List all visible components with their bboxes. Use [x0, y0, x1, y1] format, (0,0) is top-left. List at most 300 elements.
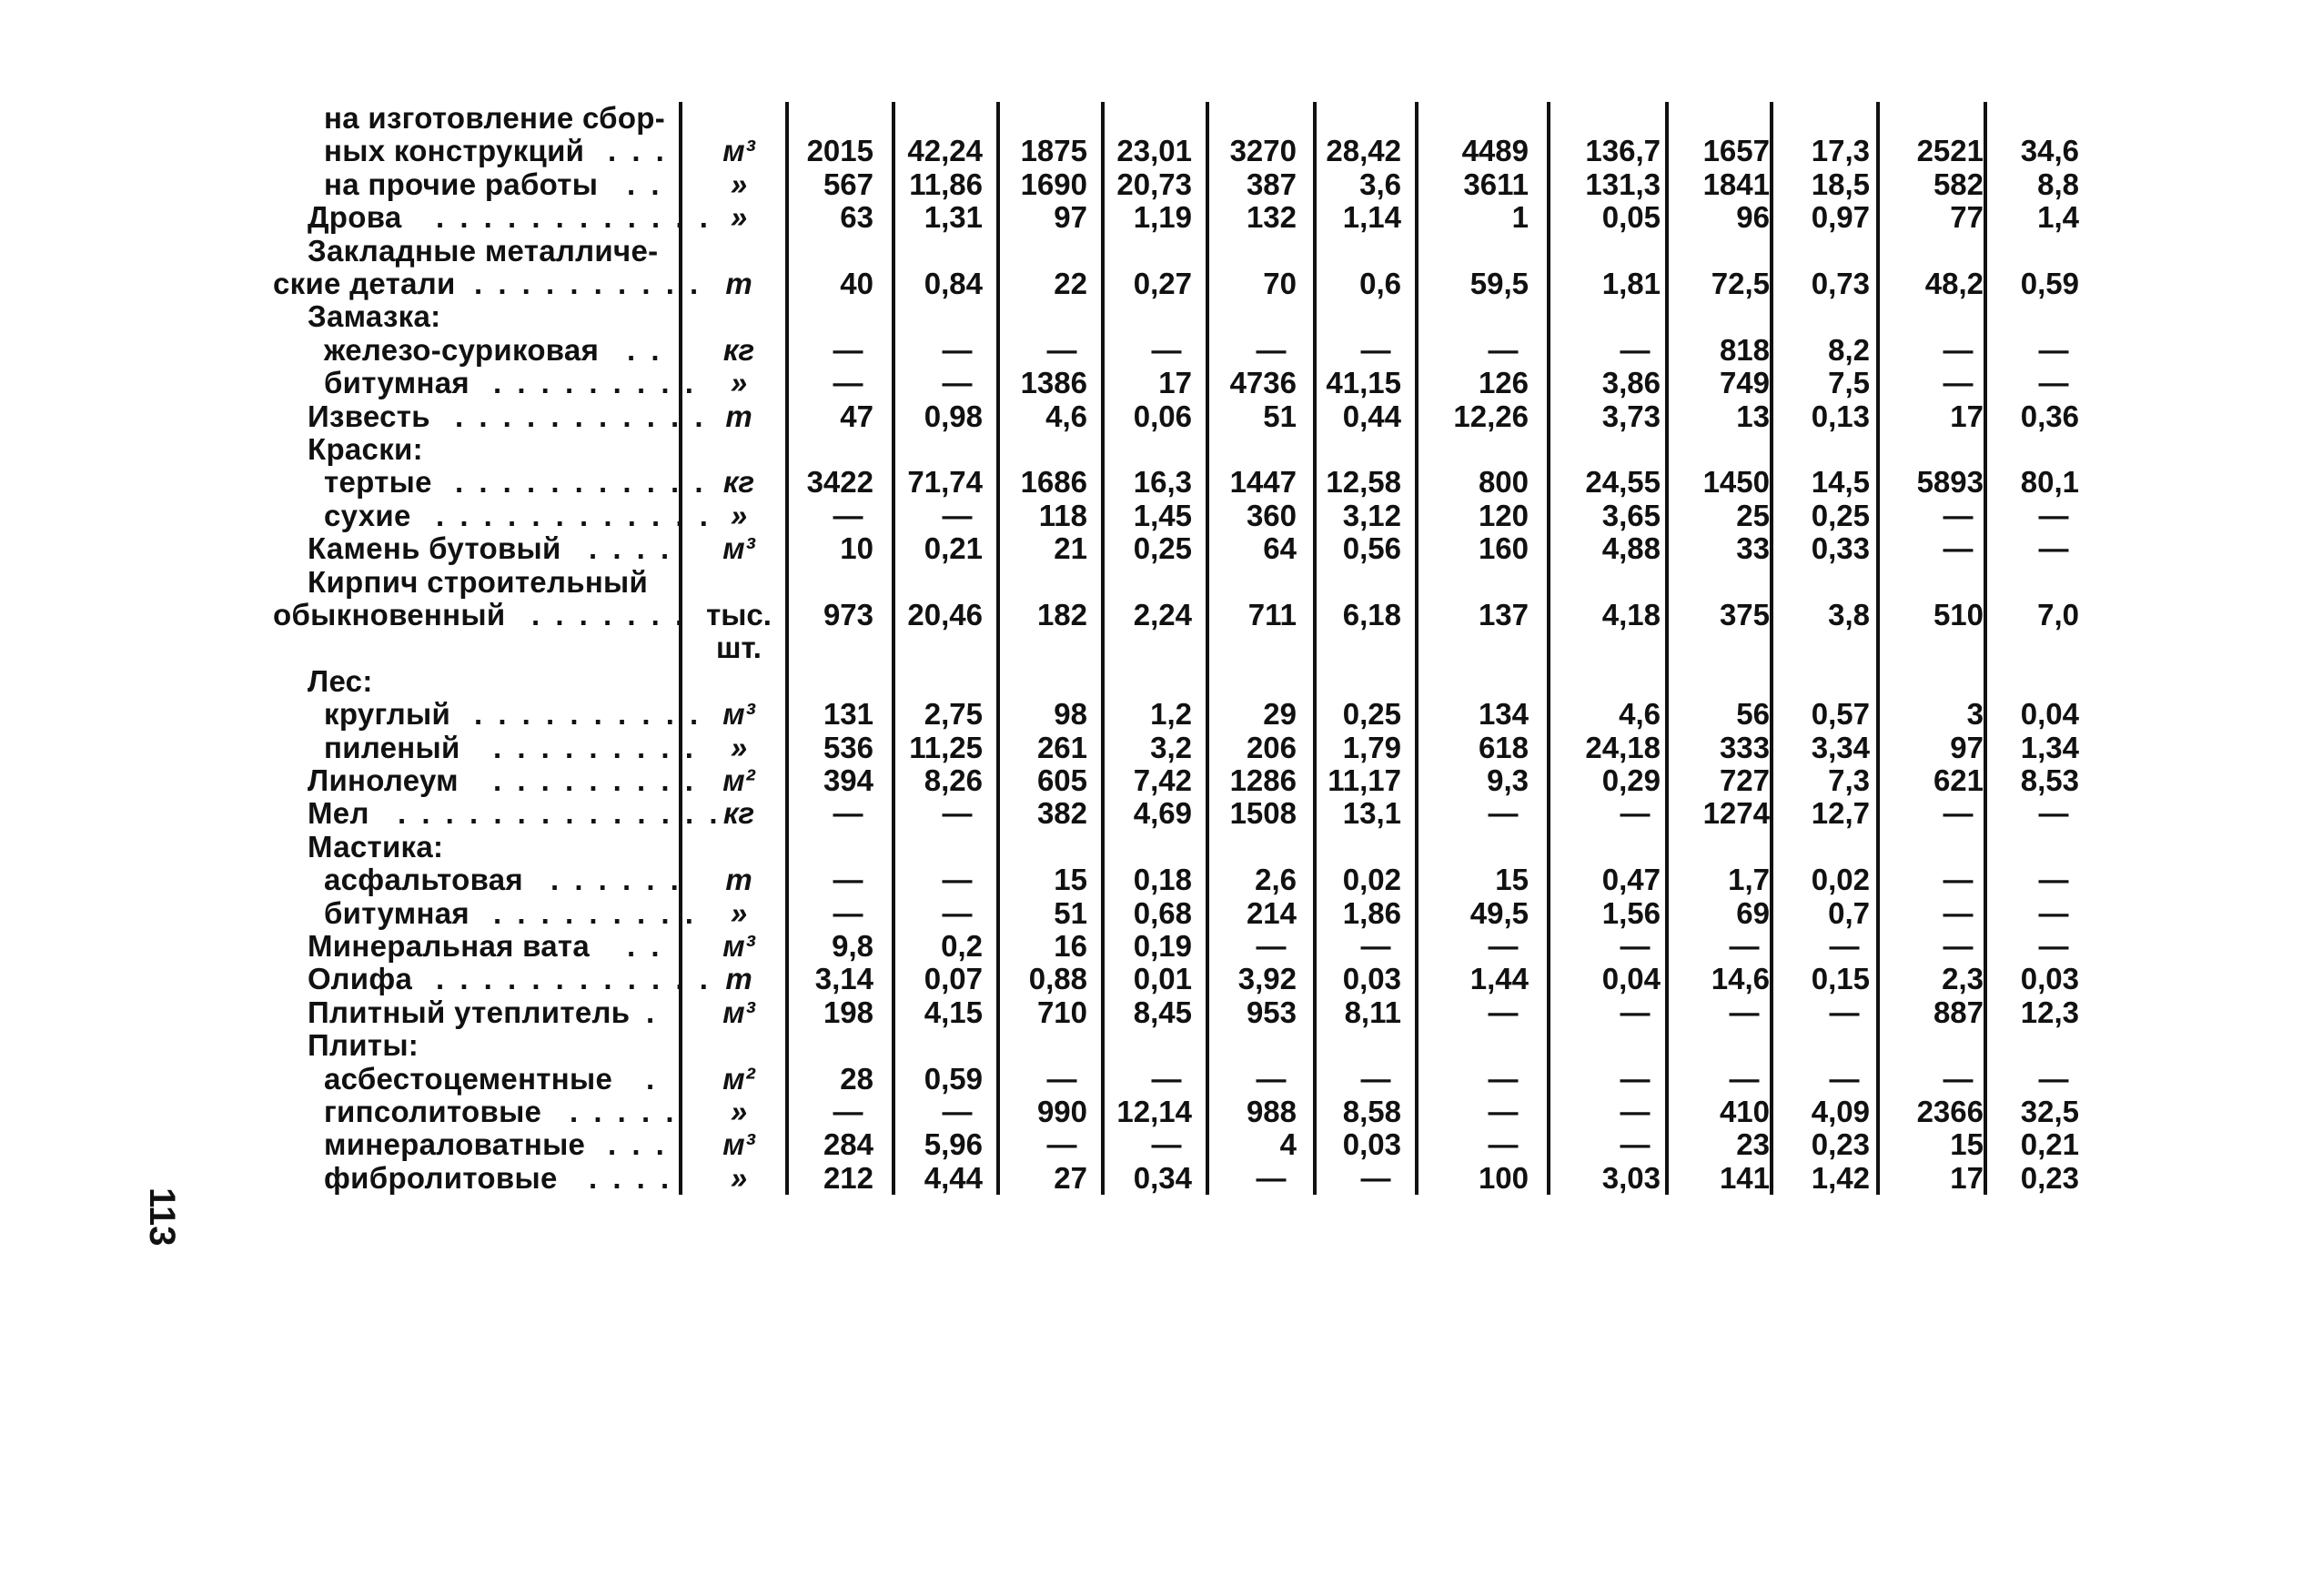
- value-cell: —: [1256, 929, 1287, 963]
- unit-cell: кг: [722, 332, 755, 367]
- value-cell: 749: [1719, 366, 1770, 400]
- row-label: сухие: [324, 498, 411, 532]
- leader-dots: . . . . . .: [550, 863, 682, 897]
- value-cell: 0,56: [1342, 531, 1401, 566]
- value-cell: 710: [1036, 995, 1087, 1029]
- value-cell: 8,26: [924, 763, 983, 797]
- column-rule: [1984, 102, 1987, 1195]
- value-cell: 1,4: [2037, 200, 2079, 235]
- value-cell: 3,8: [1828, 598, 1870, 631]
- unit-cell: »: [730, 730, 748, 764]
- value-cell: 1386: [1020, 366, 1087, 400]
- row-label: битумная: [324, 366, 469, 400]
- value-cell: 0,13: [1811, 399, 1870, 433]
- row-label: Камень бутовый: [308, 531, 561, 566]
- value-cell: 4,15: [924, 995, 983, 1029]
- value-cell: 198: [823, 995, 873, 1029]
- value-cell: —: [833, 1095, 863, 1128]
- value-cell: 2,3: [1942, 962, 1984, 996]
- value-cell: 2,6: [1255, 863, 1297, 897]
- value-cell: —: [1488, 332, 1519, 367]
- row-label: обыкновенный: [273, 598, 506, 631]
- row-label: Кирпич строительный: [308, 564, 649, 599]
- value-cell: 0,05: [1601, 200, 1661, 235]
- value-cell: —: [2038, 929, 2069, 963]
- value-cell: —: [942, 366, 973, 400]
- value-cell: —: [1620, 929, 1651, 963]
- value-cell: —: [1620, 1095, 1651, 1128]
- value-cell: 137: [1478, 598, 1529, 631]
- value-cell: 727: [1719, 763, 1770, 797]
- unit-cell: м³: [722, 697, 755, 732]
- leader-dots: . . . . . . . . .: [493, 366, 697, 400]
- value-cell: —: [2038, 895, 2069, 930]
- value-cell: 96: [1736, 200, 1770, 235]
- value-cell: —: [1488, 1061, 1519, 1096]
- value-cell: 1,34: [2020, 730, 2079, 764]
- unit-cell: т: [725, 962, 752, 996]
- value-cell: —: [1488, 796, 1519, 831]
- value-cell: 98: [1054, 697, 1087, 732]
- value-cell: —: [1360, 929, 1391, 963]
- value-cell: 0,25: [1342, 697, 1401, 732]
- row-label: битумная: [324, 895, 469, 930]
- unit-cell: »: [730, 1095, 748, 1128]
- value-cell: 0,84: [924, 267, 983, 300]
- value-cell: 0,36: [2020, 399, 2079, 433]
- column-rule: [892, 102, 895, 1195]
- value-cell: 48,2: [1924, 267, 1984, 300]
- value-cell: 394: [823, 763, 873, 797]
- value-cell: —: [1360, 1061, 1391, 1096]
- value-cell: 0,27: [1133, 267, 1192, 300]
- value-cell: 71,74: [907, 465, 983, 500]
- value-cell: 7,42: [1133, 763, 1192, 797]
- unit-cell: тыс.: [706, 598, 772, 631]
- value-cell: —: [1729, 1061, 1760, 1096]
- value-cell: —: [1943, 796, 1974, 831]
- value-cell: —: [833, 332, 863, 367]
- value-cell: 51: [1263, 399, 1297, 433]
- value-cell: 0,18: [1133, 863, 1192, 897]
- row-label: ных конструкций: [324, 134, 585, 168]
- unit-cell: т: [725, 267, 752, 300]
- value-cell: 16: [1054, 929, 1087, 963]
- value-cell: —: [1488, 1127, 1519, 1162]
- value-cell: 0,25: [1133, 531, 1192, 566]
- value-cell: 134: [1478, 697, 1529, 732]
- value-cell: 118: [1038, 498, 1087, 532]
- column-rule: [996, 102, 1000, 1195]
- value-cell: 567: [823, 167, 873, 201]
- value-cell: 0,88: [1028, 962, 1087, 996]
- value-cell: 0,44: [1342, 399, 1401, 433]
- value-cell: 4489: [1461, 134, 1529, 168]
- leader-dots: . . . . . . . . . . . .: [436, 962, 712, 996]
- row-label: Краски:: [308, 432, 423, 466]
- value-cell: 1,81: [1601, 267, 1661, 300]
- unit-cell: м³: [722, 1127, 755, 1162]
- row-label: Известь: [308, 399, 430, 433]
- value-cell: 3,14: [814, 962, 873, 996]
- value-cell: —: [1829, 995, 1860, 1029]
- value-cell: 3270: [1229, 134, 1297, 168]
- unit-cell: кг: [722, 465, 755, 500]
- value-cell: —: [1620, 332, 1651, 367]
- value-cell: —: [1729, 929, 1760, 963]
- value-cell: 0,34: [1133, 1160, 1192, 1195]
- value-cell: 7,3: [1828, 763, 1870, 797]
- value-cell: 1: [1511, 200, 1529, 235]
- value-cell: 3,92: [1237, 962, 1297, 996]
- value-cell: 4: [1279, 1127, 1297, 1162]
- value-cell: 1447: [1229, 465, 1297, 500]
- value-cell: —: [1151, 332, 1182, 367]
- value-cell: 990: [1036, 1095, 1087, 1128]
- value-cell: —: [1256, 1160, 1287, 1195]
- value-cell: —: [942, 796, 973, 831]
- value-cell: 0,03: [1342, 962, 1401, 996]
- value-cell: 3,6: [1359, 167, 1401, 201]
- value-cell: 621: [1933, 763, 1984, 797]
- value-cell: 1841: [1702, 167, 1770, 201]
- row-label: гипсолитовые: [324, 1095, 542, 1128]
- value-cell: 51: [1054, 895, 1087, 930]
- leader-dots: . . .: [608, 1127, 668, 1162]
- value-cell: 27: [1054, 1160, 1087, 1195]
- column-rule: [1770, 102, 1773, 1195]
- value-cell: 0,21: [924, 531, 983, 566]
- row-label: круглый: [324, 697, 451, 732]
- leader-dots: . .: [627, 929, 663, 963]
- value-cell: 17,3: [1811, 134, 1870, 168]
- value-cell: —: [1943, 929, 1974, 963]
- value-cell: 59,5: [1469, 267, 1529, 300]
- value-cell: 69: [1736, 895, 1770, 930]
- row-label: Линолеум: [308, 763, 459, 797]
- value-cell: 1686: [1020, 465, 1087, 500]
- value-cell: 988: [1246, 1095, 1297, 1128]
- value-cell: 0,15: [1811, 962, 1870, 996]
- value-cell: 100: [1478, 1160, 1529, 1195]
- leader-dots: . . . . . . . . . . . .: [436, 498, 712, 532]
- leader-dots: . . . . .: [570, 1095, 678, 1128]
- value-cell: 15: [1495, 863, 1529, 897]
- value-cell: 97: [1054, 200, 1087, 235]
- value-cell: 12,26: [1453, 399, 1529, 433]
- unit-cell: »: [730, 895, 748, 930]
- value-cell: 212: [823, 1160, 873, 1195]
- row-label: Плитный утеплитель: [308, 995, 631, 1029]
- value-cell: 0,59: [2020, 267, 2079, 300]
- value-cell: 0,06: [1133, 399, 1192, 433]
- value-cell: —: [2038, 796, 2069, 831]
- value-cell: 0,6: [1359, 267, 1401, 300]
- value-cell: 953: [1246, 995, 1297, 1029]
- value-cell: 2,24: [1133, 598, 1192, 631]
- value-cell: 1,56: [1601, 895, 1661, 930]
- value-cell: 3,34: [1811, 730, 1870, 764]
- value-cell: 0,25: [1811, 498, 1870, 532]
- value-cell: 47: [840, 399, 873, 433]
- unit-cell: »: [730, 1160, 748, 1195]
- value-cell: 20,46: [907, 598, 983, 631]
- value-cell: —: [942, 332, 973, 367]
- unit-cell: м²: [722, 763, 755, 797]
- value-cell: 12,58: [1326, 465, 1401, 500]
- value-cell: 0,23: [1811, 1127, 1870, 1162]
- value-cell: 0,03: [1342, 1127, 1401, 1162]
- value-cell: 11,25: [909, 730, 983, 764]
- leader-dots: . . . . . . . . . .: [474, 697, 702, 732]
- value-cell: 3,2: [1150, 730, 1192, 764]
- value-cell: 2521: [1916, 134, 1984, 168]
- row-label: Замазка:: [308, 299, 441, 334]
- value-cell: 2015: [806, 134, 873, 168]
- row-label: Закладные металличе-: [308, 233, 659, 268]
- value-cell: 56: [1736, 697, 1770, 732]
- value-cell: 618: [1478, 730, 1529, 764]
- value-cell: —: [833, 498, 863, 532]
- value-cell: 510: [1933, 598, 1984, 631]
- row-label: пиленый: [324, 730, 460, 764]
- value-cell: —: [1046, 332, 1077, 367]
- value-cell: 10: [840, 531, 873, 566]
- value-cell: 3,12: [1342, 498, 1401, 532]
- unit-cell: м³: [722, 929, 755, 963]
- value-cell: 0,23: [2020, 1160, 2079, 1195]
- value-cell: 800: [1478, 465, 1529, 500]
- value-cell: 1875: [1020, 134, 1087, 168]
- value-cell: 141: [1719, 1160, 1770, 1195]
- value-cell: 2366: [1916, 1095, 1984, 1128]
- value-cell: 15: [1054, 863, 1087, 897]
- column-rule: [1876, 102, 1880, 1195]
- value-cell: —: [1943, 1061, 1974, 1096]
- leader-dots: . . . . . . . . .: [493, 763, 697, 797]
- column-rule: [1665, 102, 1669, 1195]
- value-cell: —: [1620, 995, 1651, 1029]
- unit-cell: »: [730, 167, 748, 201]
- column-rule: [1101, 102, 1105, 1195]
- value-cell: 131,3: [1585, 167, 1661, 201]
- value-cell: 63: [840, 200, 873, 235]
- value-cell: 0,57: [1811, 697, 1870, 732]
- leader-dots: . . . . . . . . . .: [474, 267, 702, 300]
- value-cell: 77: [1950, 200, 1984, 235]
- row-label: Мел: [308, 796, 369, 831]
- unit-cell: кг: [722, 796, 755, 831]
- column-rule: [785, 102, 789, 1195]
- row-label: тертые: [324, 465, 432, 500]
- value-cell: —: [1151, 1061, 1182, 1096]
- value-cell: 2,75: [924, 697, 983, 732]
- value-cell: 3422: [806, 465, 873, 500]
- value-cell: 0,33: [1811, 531, 1870, 566]
- value-cell: 0,47: [1601, 863, 1661, 897]
- leader-dots: . . . .: [589, 1160, 673, 1195]
- value-cell: 8,8: [2037, 167, 2079, 201]
- value-cell: —: [1620, 1061, 1651, 1096]
- value-cell: 4,6: [1619, 697, 1661, 732]
- value-cell: —: [1943, 332, 1974, 367]
- value-cell: 887: [1933, 995, 1984, 1029]
- row-label: на прочие работы: [324, 167, 599, 201]
- value-cell: —: [942, 895, 973, 930]
- value-cell: 1690: [1020, 167, 1087, 201]
- value-cell: 4,09: [1811, 1095, 1870, 1128]
- value-cell: 1,86: [1342, 895, 1401, 930]
- value-cell: 13: [1736, 399, 1770, 433]
- value-cell: 536: [823, 730, 873, 764]
- value-cell: 3,73: [1601, 399, 1661, 433]
- value-cell: 70: [1263, 267, 1297, 300]
- value-cell: —: [2038, 332, 2069, 367]
- value-cell: —: [1256, 332, 1287, 367]
- column-rule: [1313, 102, 1317, 1195]
- value-cell: 3: [1966, 697, 1984, 732]
- value-cell: —: [833, 863, 863, 897]
- leader-dots: . . . . . . . . . . . . . .: [398, 796, 722, 831]
- value-cell: 14,6: [1711, 962, 1770, 996]
- row-label: ские детали: [273, 267, 456, 300]
- value-cell: —: [1488, 929, 1519, 963]
- value-cell: 4,6: [1045, 399, 1087, 433]
- value-cell: 8,58: [1342, 1095, 1401, 1128]
- row-label: железо-суриковая: [324, 332, 600, 367]
- value-cell: 49,5: [1469, 895, 1529, 930]
- value-cell: 4,88: [1601, 531, 1661, 566]
- value-cell: —: [1046, 1061, 1077, 1096]
- value-cell: 0,29: [1601, 763, 1661, 797]
- value-cell: 0,04: [2020, 697, 2079, 732]
- value-cell: 132: [1246, 200, 1297, 235]
- value-cell: 1508: [1229, 796, 1297, 831]
- value-cell: 973: [823, 598, 873, 631]
- value-cell: 8,11: [1344, 995, 1401, 1029]
- value-cell: —: [1256, 1061, 1287, 1096]
- value-cell: 131: [823, 697, 873, 732]
- value-cell: 0,21: [2020, 1127, 2079, 1162]
- leader-dots: . . . . . . . . .: [493, 895, 697, 930]
- leader-dots: . . . . . . . . . . .: [455, 399, 707, 433]
- value-cell: 1,45: [1133, 498, 1192, 532]
- value-cell: 12,14: [1116, 1095, 1192, 1128]
- value-cell: —: [942, 863, 973, 897]
- value-cell: 120: [1478, 498, 1529, 532]
- value-cell: 1,44: [1469, 962, 1529, 996]
- unit-cell: »: [730, 498, 748, 532]
- value-cell: 1,42: [1811, 1160, 1870, 1195]
- value-cell: —: [1360, 1160, 1391, 1195]
- value-cell: 1,7: [1728, 863, 1770, 897]
- value-cell: 261: [1036, 730, 1087, 764]
- value-cell: 1,14: [1342, 200, 1401, 235]
- value-cell: 126: [1478, 366, 1529, 400]
- value-cell: 24,18: [1585, 730, 1661, 764]
- value-cell: 3,65: [1601, 498, 1661, 532]
- value-cell: 72,5: [1711, 267, 1770, 300]
- value-cell: 387: [1246, 167, 1297, 201]
- value-cell: —: [1620, 1127, 1651, 1162]
- value-cell: 1,79: [1342, 730, 1401, 764]
- value-cell: 605: [1036, 763, 1087, 797]
- value-cell: 5,96: [924, 1127, 983, 1162]
- value-cell: 0,04: [1601, 962, 1661, 996]
- value-cell: 1,19: [1133, 200, 1192, 235]
- value-cell: 11,17: [1328, 763, 1401, 797]
- row-label: асфальтовая: [324, 863, 523, 897]
- value-cell: 23,01: [1116, 134, 1192, 168]
- value-cell: 33: [1736, 531, 1770, 566]
- value-cell: 5893: [1916, 465, 1984, 500]
- value-cell: 28: [840, 1061, 873, 1096]
- value-cell: 0,97: [1811, 200, 1870, 235]
- unit-cell: »: [730, 200, 748, 235]
- value-cell: —: [1729, 995, 1760, 1029]
- value-cell: —: [1943, 863, 1974, 897]
- leader-dots: . . . . . . . . .: [493, 730, 697, 764]
- unit-cell: »: [730, 366, 748, 400]
- leader-dots: . . . .: [589, 531, 673, 566]
- value-cell: 6,18: [1342, 598, 1401, 631]
- value-cell: 29: [1263, 697, 1297, 732]
- row-label: Лес:: [308, 663, 373, 698]
- row-label: минераловатные: [324, 1127, 586, 1162]
- value-cell: —: [942, 498, 973, 532]
- unit-cell: т: [725, 399, 752, 433]
- value-cell: 0,01: [1133, 962, 1192, 996]
- value-cell: 17: [1950, 1160, 1984, 1195]
- value-cell: 4736: [1229, 366, 1297, 400]
- value-cell: —: [833, 796, 863, 831]
- value-cell: —: [1943, 531, 1974, 566]
- value-cell: 0,03: [2020, 962, 2079, 996]
- value-cell: 24,55: [1585, 465, 1661, 500]
- unit-cell: м²: [722, 1061, 755, 1096]
- value-cell: 9,8: [832, 929, 873, 963]
- value-cell: —: [833, 366, 863, 400]
- value-cell: 136,7: [1585, 134, 1661, 168]
- leader-dots: . . . . . . . . . . .: [455, 465, 707, 500]
- value-cell: 382: [1036, 796, 1087, 831]
- value-cell: 64: [1263, 531, 1297, 566]
- value-cell: —: [2038, 863, 2069, 897]
- value-cell: 8,53: [2020, 763, 2079, 797]
- value-cell: 23: [1736, 1127, 1770, 1162]
- value-cell: —: [2038, 366, 2069, 400]
- value-cell: 3,03: [1601, 1160, 1661, 1195]
- value-cell: 20,73: [1116, 167, 1192, 201]
- row-label: Плиты:: [308, 1028, 419, 1063]
- value-cell: —: [1488, 1095, 1519, 1128]
- value-cell: 3,86: [1601, 366, 1661, 400]
- value-cell: 1286: [1229, 763, 1297, 797]
- value-cell: —: [942, 1095, 973, 1128]
- value-cell: 16,3: [1133, 465, 1192, 500]
- value-cell: 42,24: [907, 134, 983, 168]
- value-cell: 333: [1719, 730, 1770, 764]
- value-cell: 22: [1054, 267, 1087, 300]
- value-cell: 97: [1950, 730, 1984, 764]
- unit-cell: шт.: [716, 631, 762, 665]
- value-cell: 582: [1933, 167, 1984, 201]
- value-cell: —: [2038, 531, 2069, 566]
- value-cell: 9,3: [1487, 763, 1529, 797]
- value-cell: 25: [1736, 498, 1770, 532]
- value-cell: —: [2038, 1061, 2069, 1096]
- value-cell: —: [1943, 498, 1974, 532]
